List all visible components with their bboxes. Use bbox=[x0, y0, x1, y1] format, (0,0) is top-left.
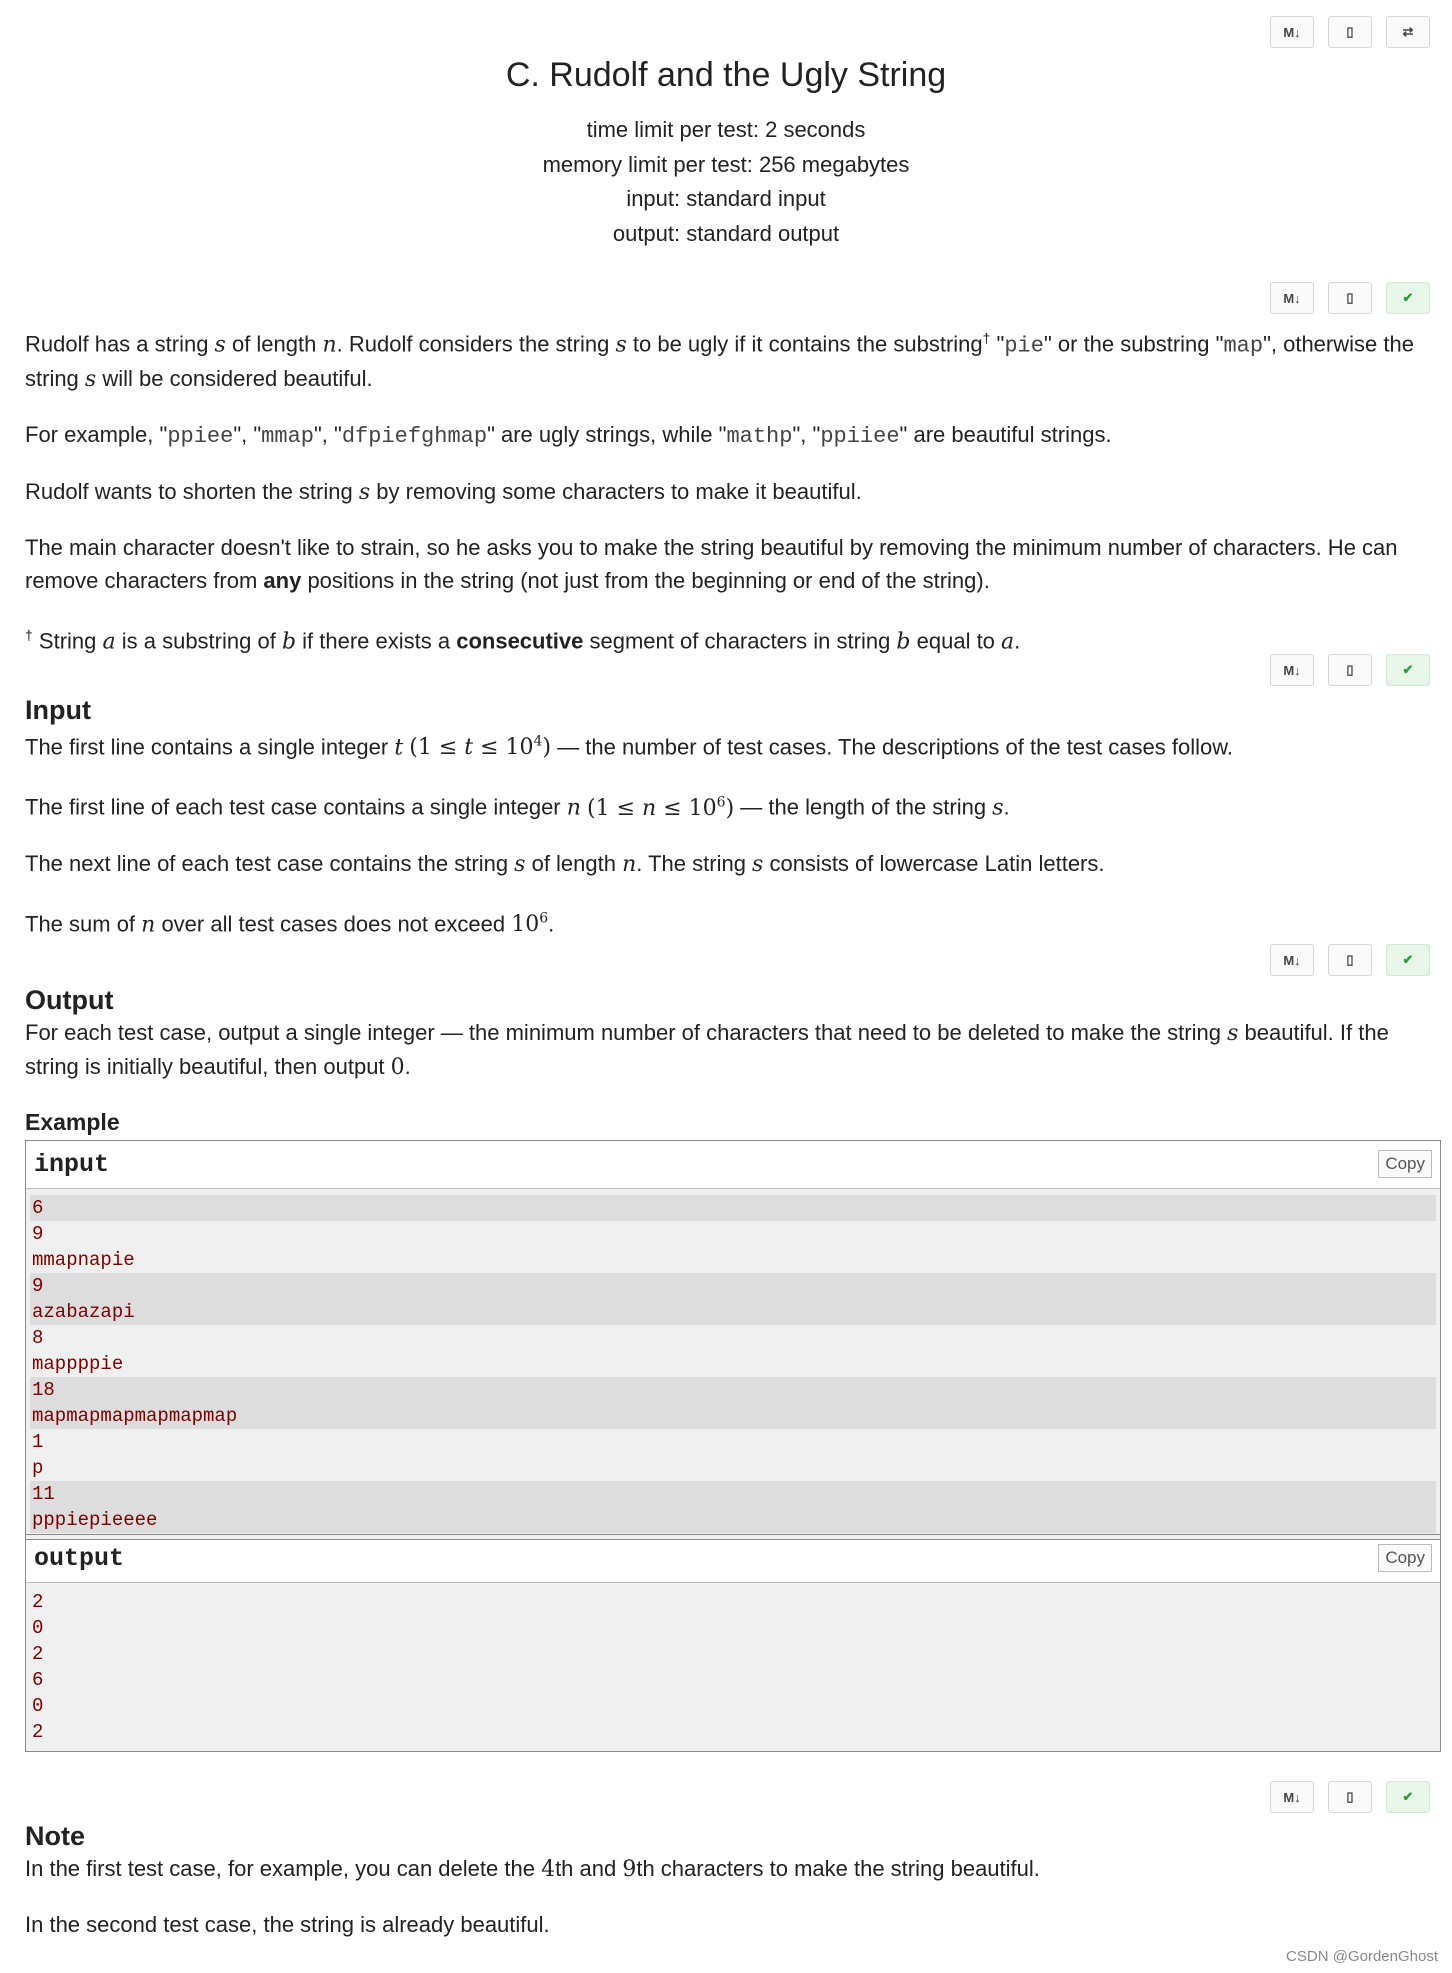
clipboard-button[interactable] bbox=[1328, 944, 1372, 976]
translate-done-button[interactable] bbox=[1386, 944, 1430, 976]
sample-input-line: pppiepieeee bbox=[30, 1507, 1436, 1533]
sample-input-line: mappppie bbox=[32, 1353, 124, 1375]
time-limit: time limit per test: 2 seconds bbox=[586, 117, 866, 142]
input-line-3: The next line of each test case contains the string s of length n. The string s consists of lowercase Latin letters. bbox=[25, 850, 1105, 877]
clipboard-icon: ▯ bbox=[1346, 1789, 1354, 1804]
sample-input-line: 6 bbox=[30, 1195, 1436, 1221]
sample-output-label: output bbox=[34, 1544, 125, 1573]
note-toolbar bbox=[1270, 1781, 1430, 1813]
clipboard-button[interactable] bbox=[1328, 1781, 1372, 1813]
statement-p2: For example, "ppiee", "mmap", "dfpiefghmap" are ugly strings, while "mathp", "ppiiee" are beautiful strings. bbox=[25, 422, 1112, 450]
sample-output-line: 0 bbox=[32, 1617, 44, 1639]
output-heading: Output bbox=[25, 985, 114, 1015]
translate-icon: ⇄ bbox=[1402, 24, 1414, 39]
note-line-2: In the second test case, the string is already beautiful. bbox=[25, 1912, 550, 1937]
translate-button[interactable] bbox=[1386, 16, 1430, 48]
sample-input-header bbox=[26, 1141, 1440, 1189]
input-spec: input: standard input bbox=[626, 186, 826, 211]
translate-done-button[interactable] bbox=[1386, 654, 1430, 686]
markdown-button[interactable]: M↓ bbox=[1270, 282, 1314, 314]
sample-output-line: 0 bbox=[32, 1695, 44, 1717]
footnote: † String a is a substring of b if there exists a consecutive segment of characters in string b equal to a. bbox=[25, 627, 1021, 655]
clipboard-button[interactable] bbox=[1328, 282, 1372, 314]
sample-input-line: 9 bbox=[30, 1273, 1436, 1299]
markdown-button[interactable]: M↓ bbox=[1270, 654, 1314, 686]
title-toolbar bbox=[1270, 16, 1430, 48]
check-icon: ✔ bbox=[1402, 952, 1414, 967]
statement-toolbar bbox=[1270, 282, 1430, 314]
sample-output-body bbox=[26, 1583, 1440, 1751]
statement bbox=[25, 322, 1425, 681]
note-section bbox=[25, 1820, 1425, 1963]
memory-limit: memory limit per test: 256 megabytes bbox=[542, 151, 910, 177]
copy-button[interactable]: Copy bbox=[1378, 1150, 1432, 1178]
watermark: CSDN @GordenGhost bbox=[1286, 1948, 1438, 1965]
problem-header bbox=[0, 56, 1452, 251]
sample-input-line: azabazapi bbox=[30, 1299, 1436, 1325]
output-toolbar bbox=[1270, 944, 1430, 976]
sample-input-line: 9 bbox=[32, 1223, 44, 1245]
clipboard-icon: ▯ bbox=[1346, 952, 1354, 967]
check-icon: ✔ bbox=[1402, 1789, 1414, 1804]
sample-input bbox=[25, 1140, 1441, 1540]
sample-output-line: 6 bbox=[32, 1669, 44, 1691]
sample-output-header bbox=[26, 1535, 1440, 1583]
input-line-1: The first line contains a single integer t $(1 \le t \le 10^4)$ — the number of test cases. The descriptions of the test cases follow. bbox=[25, 734, 1233, 761]
input-toolbar bbox=[1270, 654, 1430, 686]
sample-input-line: 11 bbox=[30, 1481, 1436, 1507]
clipboard-icon: ▯ bbox=[1346, 24, 1354, 39]
markdown-button[interactable]: M↓ bbox=[1270, 944, 1314, 976]
input-line-4: The sum of n over all test cases does not exceed $10^6$. bbox=[25, 910, 555, 937]
translate-done-button[interactable] bbox=[1386, 282, 1430, 314]
check-icon: ✔ bbox=[1402, 662, 1414, 677]
sample-output-line: 2 bbox=[32, 1591, 44, 1613]
input-line-2: The first line of each test case contains a single integer n $(1 \le n \le 10^6)$ — the length of the string s. bbox=[25, 794, 1010, 821]
output-spec: output: standard output bbox=[612, 220, 840, 246]
statement-p3: Rudolf wants to shorten the string s by removing some characters to make it beautiful. bbox=[25, 479, 862, 506]
output-line-1: For each test case, output a single integer — the minimum number of characters that need to be deleted to make the string s beautiful. If the string is initially beautiful, then output 0. bbox=[25, 1020, 1389, 1080]
markdown-button[interactable]: M↓ bbox=[1270, 1781, 1314, 1813]
markdown-button[interactable]: M↓ bbox=[1270, 16, 1314, 48]
example-title: Example bbox=[25, 1109, 120, 1135]
output-section bbox=[25, 984, 1425, 1139]
check-icon: ✔ bbox=[1402, 290, 1414, 305]
statement-p1: Rudolf has a string s of length n. Rudolf considers the string s to be ugly if it contains the substring† "pie" or the substring "map", otherwise the string s will be considered beautiful. bbox=[25, 330, 1414, 393]
statement-p4: The main character doesn't like to strain, so he asks you to make the string beautiful by removing the minimum number of characters. He can remove characters from any positions in the string (not just from the beginning or end of the string). bbox=[25, 535, 1398, 594]
note-heading: Note bbox=[25, 1821, 85, 1851]
problem-title: C. Rudolf and the Ugly String bbox=[505, 56, 947, 94]
sample-input-line: mapmapmapmapmapmap bbox=[30, 1403, 1436, 1429]
sample-input-line: 8 bbox=[32, 1327, 44, 1349]
sample-output-line: 2 bbox=[32, 1721, 44, 1743]
sample-input-line: 1 bbox=[32, 1431, 44, 1453]
sample-input-label: input bbox=[34, 1150, 110, 1179]
translate-done-button[interactable] bbox=[1386, 1781, 1430, 1813]
clipboard-icon: ▯ bbox=[1346, 290, 1354, 305]
clipboard-icon: ▯ bbox=[1346, 662, 1354, 677]
clipboard-button[interactable] bbox=[1328, 654, 1372, 686]
sample-input-line: 18 bbox=[30, 1377, 1436, 1403]
input-section bbox=[25, 694, 1425, 963]
sample-output-line: 2 bbox=[32, 1643, 44, 1665]
input-heading: Input bbox=[25, 695, 91, 725]
note-line-1: In the first test case, for example, you can delete the 4th and 9th characters to make the string beautiful. bbox=[25, 1856, 1040, 1882]
sample-input-line: p bbox=[32, 1457, 44, 1479]
sample-output bbox=[25, 1534, 1441, 1752]
clipboard-button[interactable] bbox=[1328, 16, 1372, 48]
sample-input-body bbox=[26, 1189, 1440, 1539]
copy-button[interactable]: Copy bbox=[1378, 1544, 1432, 1572]
sample-input-line: mmapnapie bbox=[32, 1249, 135, 1271]
